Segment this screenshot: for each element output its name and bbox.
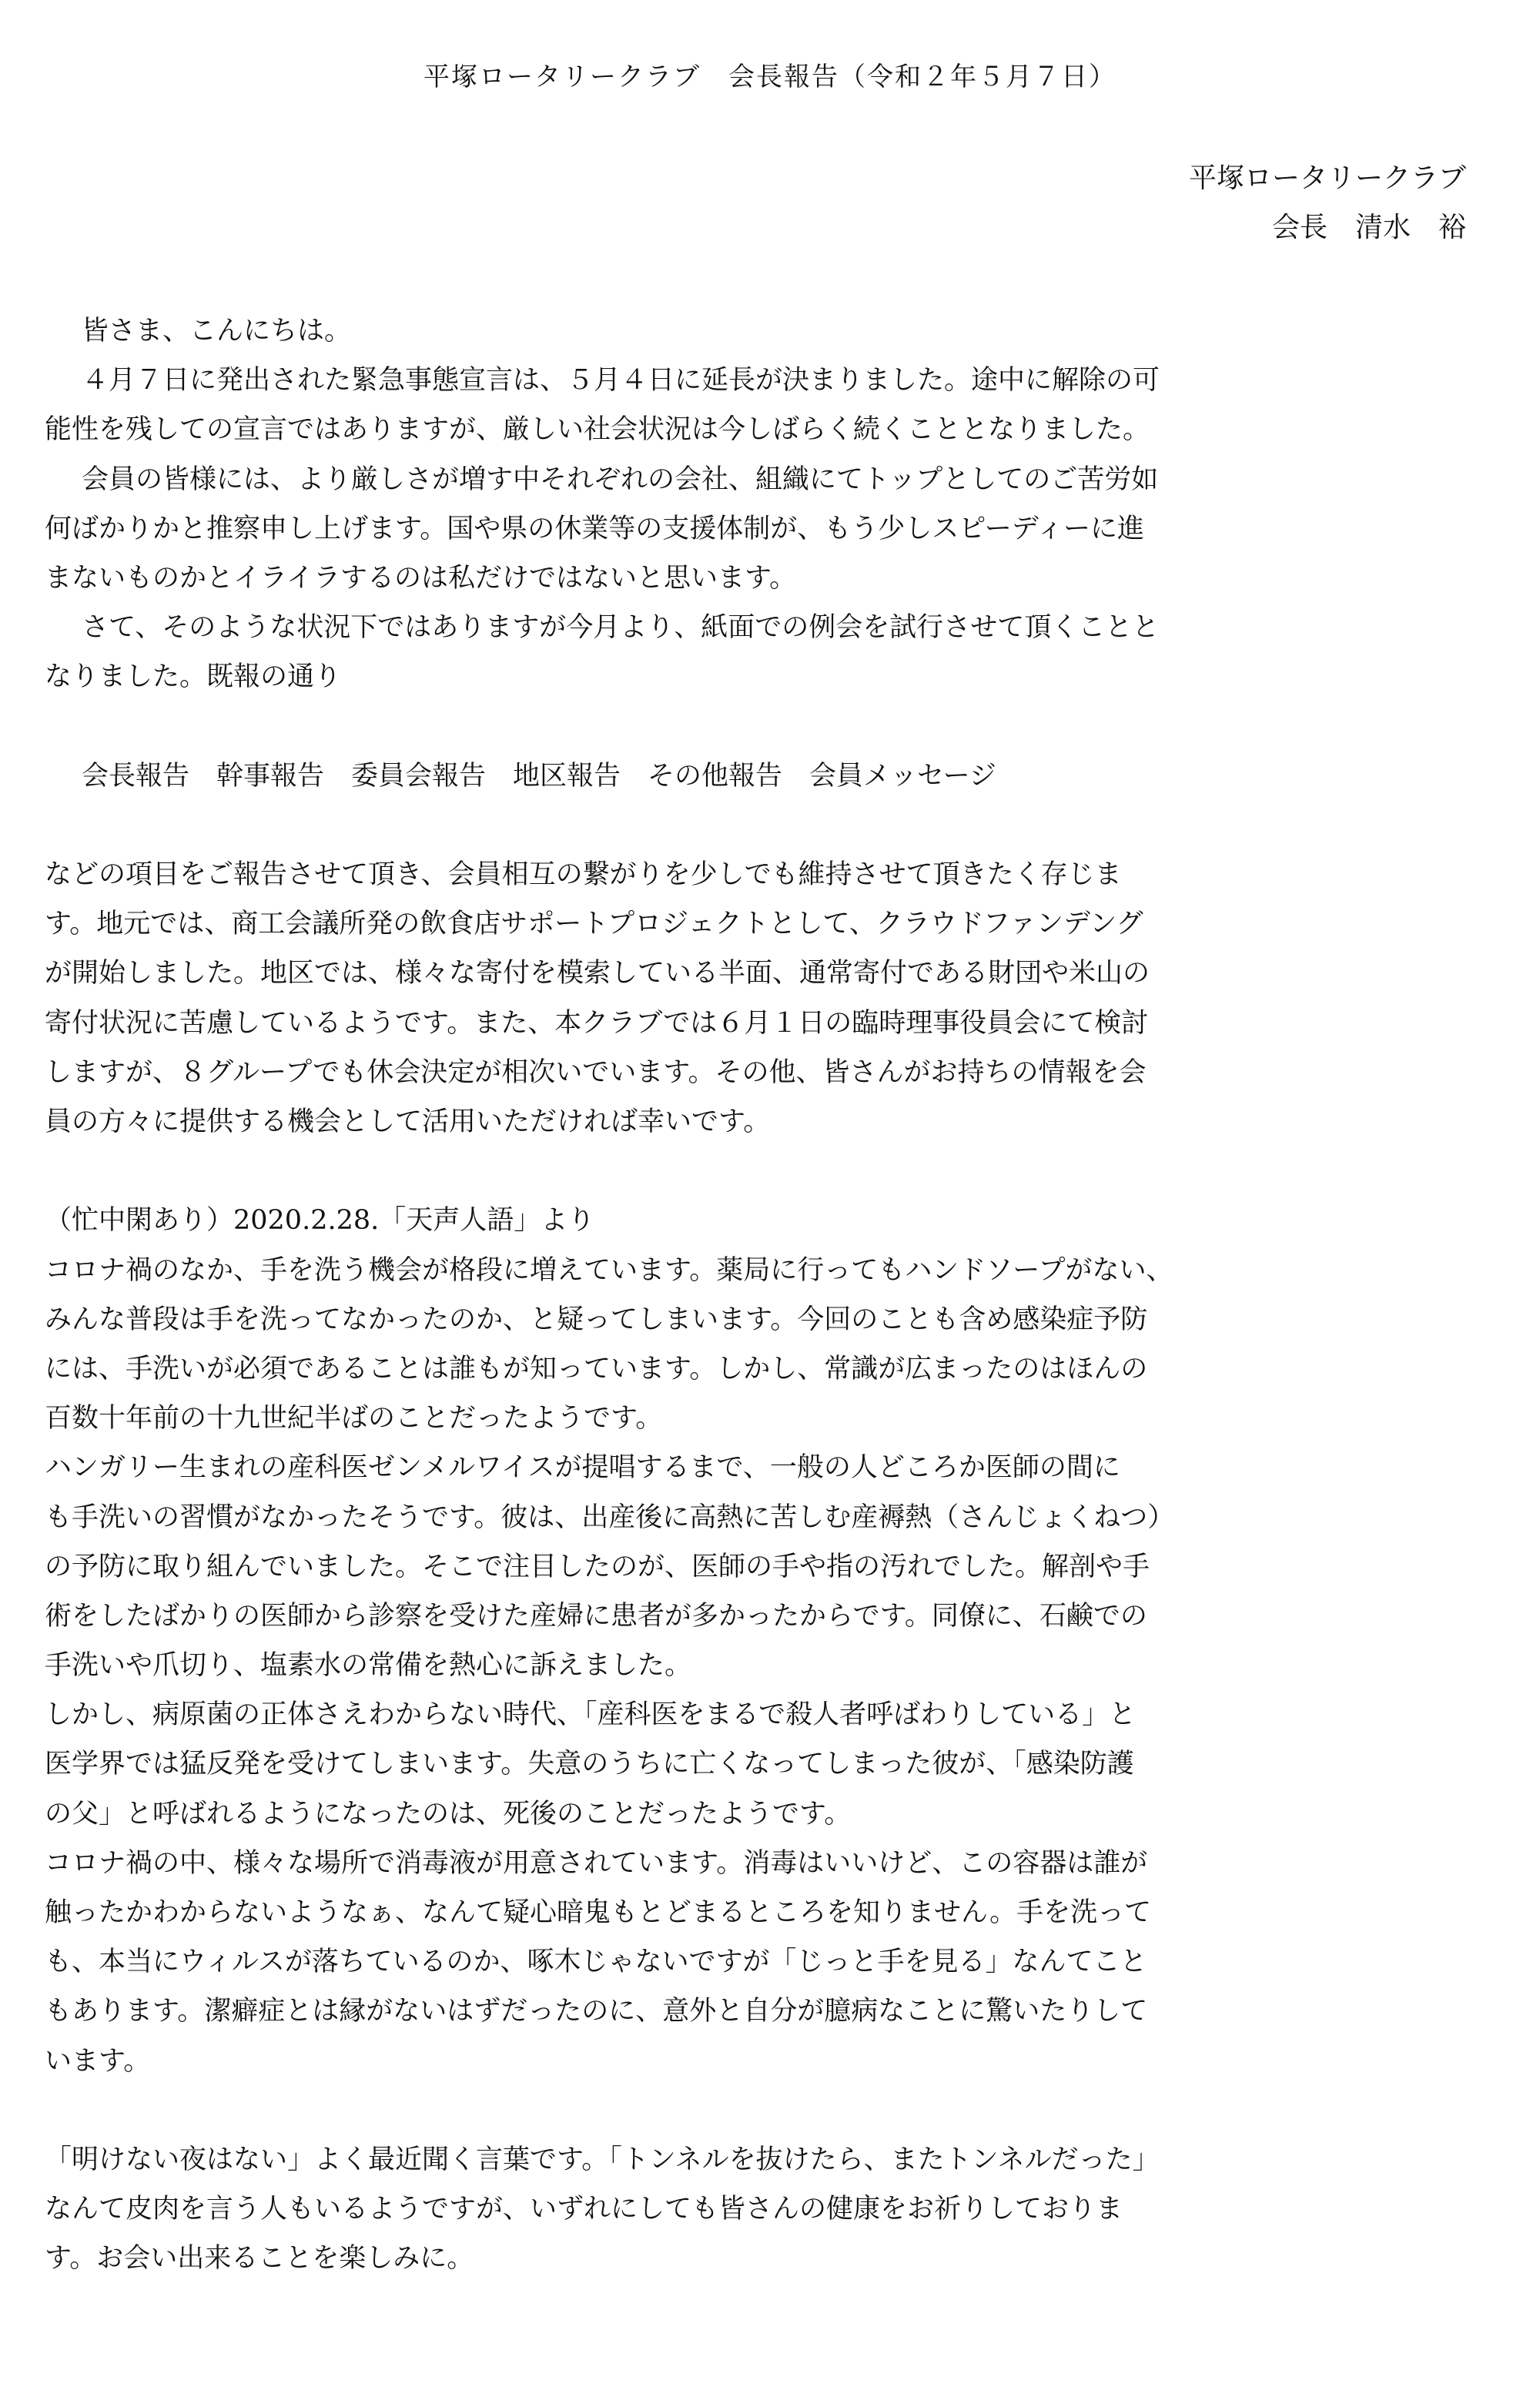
paragraph-line: なりました。既報の通り (45, 661, 342, 693)
paragraph-line: も、本当にウィルスが落ちているのか、啄木じゃないですが「じっと手を見る」なんてこと (45, 1947, 1147, 1978)
document-title: 平塚ロータリークラブ 会長報告（令和２年５月７日） (424, 62, 1116, 92)
paragraph-line: が開始しました。地区では、様々な寄付を模索している半面、通常寄付である財団や米山の (45, 958, 1150, 989)
paragraph-line: もあります。潔癖症とは縁がないはずだったのに、意外と自分が臆病なことに驚いたりして (45, 1996, 1148, 2027)
paragraph-line: コロナ禍の中、様々な場所で消毒液が用意されています。消毒はいいけど、この容器は誰が (45, 1847, 1148, 1879)
sender-block (1189, 154, 1466, 253)
paragraph-line: す。お会い出来ることを楽しみに。 (45, 2243, 474, 2275)
paragraph-line: 医学界では猛反発を受けてしまいます。失意のうちに亡くなってしまった彼が、「感染防護 (45, 1749, 1134, 1780)
spacer (45, 2086, 1492, 2135)
paragraph-line: などの項目をご報告させて頂き、会員相互の繋がりを少しでも維持させて頂きたく存じま (45, 859, 1122, 891)
paragraph-line: 触ったかわからないようなぁ、なんて疑心暗鬼もとどまるところを知りません。手を洗って (45, 1897, 1152, 1928)
paragraph-line: しますが、８グループでも休会決定が相次いでいます。その他、皆さんがお持ちの情報を会 (45, 1056, 1147, 1088)
paragraph-line: 能性を残しての宣言ではありますが、厳しい社会状況は今しばらく続くこととなりました。 (45, 414, 1150, 446)
paragraph-line: 術をしたばかりの医師から診察を受けた産婦に患者が多かったからです。同僚に、石鹸での (45, 1600, 1147, 1632)
paragraph-line: 何ばかりかと推察申し上げます。国や県の休業等の支援体制が、もう少しスピーディーに進 (45, 513, 1145, 544)
paragraph-line: なんて皮肉を言う人もいるようですが、いずれにしても皆さんの健康をお祈りしておりま (45, 2194, 1123, 2225)
paragraph-line: には、手洗いが必須であることは誰もが知っています。しかし、常識が広まったのはほんの (45, 1353, 1148, 1384)
spacer (45, 801, 1492, 850)
paragraph-line: います。 (45, 2045, 151, 2077)
greeting-line: 皆さま、こんにちは。 (82, 316, 352, 346)
paragraph-line: 寄付状況に苦慮しているようです。また、本クラブでは６月１日の臨時理事役員会にて検討 (45, 1007, 1149, 1039)
paragraph-line: 手洗いや爪切り、塩素水の常備を熱心に訴えました。 (45, 1650, 692, 1682)
column-heading: （忙中閑あり）2020.2.28.「天声人語」より (45, 1205, 595, 1237)
paragraph-line: ４月７日に発出された緊急事態宣言は、５月４日に延長が決まりました。途中に解除の可 (82, 365, 1160, 397)
paragraph-line: ハンガリー生まれの産科医ゼンメルワイスが提唱するまで、一般の人どころか医師の間に (45, 1452, 1120, 1484)
paragraph-line: も手洗いの習慣がなかったそうです。彼は、出産後に高熱に苦しむ産褥熱（さんじょくねつ） (45, 1502, 1175, 1533)
spacer (45, 1147, 1492, 1196)
paragraph-line: 「明けない夜はない」よく最近聞く言葉です。「トンネルを抜けたら、またトンネルだった」 (45, 2144, 1160, 2175)
sender-name: 会長 清水 裕 (1271, 212, 1466, 243)
report-body (45, 306, 1492, 2284)
spacer (45, 702, 1492, 752)
paragraph-line: 員の方々に提供する機会として活用いただければ幸いです。 (45, 1106, 771, 1137)
paragraph-line: みんな普段は手を洗ってなかったのか、と疑ってしまいます。今回のことも含め感染症予防 (45, 1304, 1148, 1335)
paragraph-line: しかし、病原菌の正体さえわからない時代、「産科医をまるで殺人者呼ばわりしている」と (45, 1699, 1137, 1731)
paragraph-line: 百数十年前の十九世紀半ばのことだったようです。 (45, 1403, 663, 1435)
report-items-line: 会長報告 幹事報告 委員会報告 地区報告 その他報告 会員メッセージ (82, 760, 996, 792)
paragraph-line: 会員の皆様には、より厳しさが増す中それぞれの会社、組織にてトップとしてのご苦労如 (82, 464, 1159, 495)
paragraph-line: さて、そのような状況下ではありますが今月より、紙面での例会を試行させて頂くことと (82, 612, 1160, 644)
paragraph-line: す。地元では、商工会議所発の飲食店サポートプロジェクトとして、クラウドファンデング (45, 909, 1143, 940)
sender-organization: 平塚ロータリークラブ (1188, 162, 1466, 194)
paragraph-line: の父」と呼ばれるようになったのは、死後のことだったようです。 (45, 1798, 852, 1830)
paragraph-line: まないものかとイライラするのは私だけではないと思います。 (45, 562, 797, 594)
paragraph-line: コロナ禍のなか、手を洗う機会が格段に増えています。薬局に行ってもハンドソープがない、 (45, 1254, 1173, 1286)
paragraph-line: の予防に取り組んでいました。そこで注目したのが、医師の手や指の汚れでした。解剖や手 (45, 1551, 1150, 1582)
